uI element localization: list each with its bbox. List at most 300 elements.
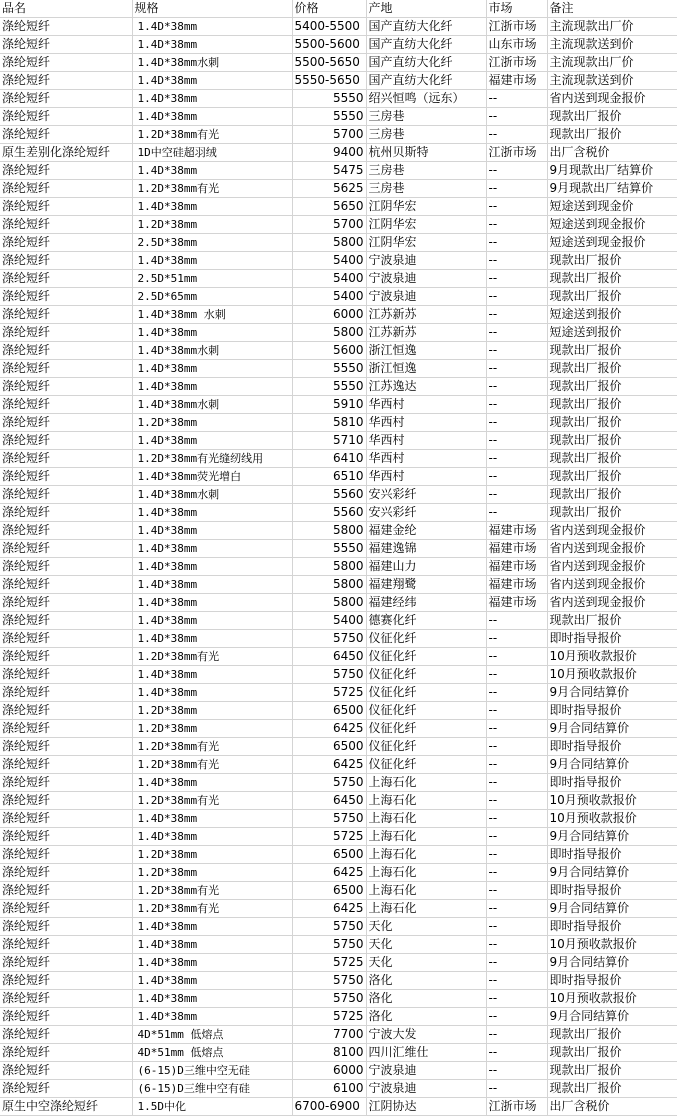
cell-market: -- [486,936,547,954]
cell-spec: 1.2D*38mm [132,702,292,720]
cell-spec: 1.4D*38mm [132,18,292,36]
cell-market: 江浙市场 [486,54,547,72]
table-row [0,90,677,108]
cell-market: -- [486,1008,547,1026]
cell-market: -- [486,396,547,414]
table-row [0,378,677,396]
cell-spec: 1.4D*38mm [132,360,292,378]
cell-spec: 1.4D*38mm [132,972,292,990]
cell-origin: 浙江恒逸 [366,342,486,360]
cell-market: -- [486,1044,547,1062]
cell-origin: 三房巷 [366,162,486,180]
cell-remark: 9月合同结算价 [547,756,677,774]
cell-product: 涤纶短纤 [0,360,132,378]
cell-spec: 1D中空硅超羽绒 [132,144,292,162]
cell-origin: 国产直纺大化纤 [366,18,486,36]
cell-remark: 9月合同结算价 [547,954,677,972]
cell-market: 福建市场 [486,72,547,90]
cell-origin: 宁波大发 [366,1026,486,1044]
cell-market: -- [486,882,547,900]
cell-origin: 上海石化 [366,846,486,864]
cell-remark: 主流现款出厂价 [547,54,677,72]
table-row [0,432,677,450]
table-row [0,1044,677,1062]
cell-price: 5500-5650 [292,54,366,72]
cell-product: 涤纶短纤 [0,900,132,918]
cell-remark: 9月合同结算价 [547,900,677,918]
cell-origin: 国产直纺大化纤 [366,72,486,90]
table-row [0,702,677,720]
cell-remark: 10月预收款报价 [547,792,677,810]
cell-origin: 江阴华宏 [366,198,486,216]
cell-spec: 1.4D*38mm [132,576,292,594]
cell-origin: 宁波泉迪 [366,252,486,270]
cell-price: 5910 [292,396,366,414]
table-row [0,954,677,972]
cell-product: 涤纶短纤 [0,270,132,288]
cell-spec: 4D*51mm 低熔点 [132,1026,292,1044]
cell-origin: 福建翔鹭 [366,576,486,594]
cell-spec: 1.4D*38mm [132,198,292,216]
cell-product: 涤纶短纤 [0,522,132,540]
table-row [0,774,677,792]
cell-spec: 1.2D*38mm有光 [132,756,292,774]
cell-remark: 省内送到现金报价 [547,540,677,558]
cell-price: 5625 [292,180,366,198]
cell-origin: 华西村 [366,468,486,486]
header-origin: 产地 [366,0,486,18]
table-row [0,522,677,540]
cell-spec: 1.2D*38mm有光 [132,900,292,918]
cell-origin: 安兴彩纤 [366,504,486,522]
cell-price: 5800 [292,558,366,576]
cell-remark: 现款出厂报价 [547,612,677,630]
cell-product: 涤纶短纤 [0,252,132,270]
cell-remark: 即时指导报价 [547,702,677,720]
cell-origin: 上海石化 [366,774,486,792]
cell-market: -- [486,918,547,936]
table-row [0,396,677,414]
cell-remark: 现款出厂报价 [547,414,677,432]
cell-origin: 三房巷 [366,108,486,126]
cell-remark: 10月预收款报价 [547,990,677,1008]
cell-origin: 福建山力 [366,558,486,576]
cell-remark: 即时指导报价 [547,738,677,756]
cell-origin: 仪征化纤 [366,756,486,774]
table-row [0,864,677,882]
cell-spec: 4D*51mm 低熔点 [132,1044,292,1062]
cell-product: 涤纶短纤 [0,756,132,774]
table-row [0,234,677,252]
cell-market: -- [486,126,547,144]
cell-market: -- [486,1080,547,1098]
cell-remark: 现款出厂报价 [547,450,677,468]
table-row [0,846,677,864]
cell-market: 福建市场 [486,576,547,594]
cell-product: 原生差别化涤纶短纤 [0,144,132,162]
cell-market: -- [486,450,547,468]
cell-origin: 上海石化 [366,864,486,882]
cell-market: -- [486,378,547,396]
cell-product: 涤纶短纤 [0,576,132,594]
cell-price: 5750 [292,972,366,990]
cell-product: 涤纶短纤 [0,324,132,342]
table-row [0,450,677,468]
cell-spec: 1.2D*38mm [132,414,292,432]
cell-price: 5800 [292,234,366,252]
table-row [0,360,677,378]
table-row [0,180,677,198]
cell-market: 山东市场 [486,36,547,54]
cell-spec: (6-15)D三维中空有硅 [132,1080,292,1098]
cell-remark: 短途送到报价 [547,324,677,342]
cell-origin: 上海石化 [366,900,486,918]
cell-product: 涤纶短纤 [0,774,132,792]
cell-remark: 省内送到现金报价 [547,594,677,612]
cell-price: 5560 [292,504,366,522]
cell-product: 涤纶短纤 [0,666,132,684]
cell-product: 涤纶短纤 [0,180,132,198]
cell-price: 6425 [292,864,366,882]
cell-remark: 现款出厂报价 [547,486,677,504]
cell-origin: 华西村 [366,414,486,432]
cell-product: 涤纶短纤 [0,612,132,630]
cell-product: 涤纶短纤 [0,828,132,846]
cell-spec: 1.4D*38mm [132,522,292,540]
cell-remark: 省内送到现金报价 [547,558,677,576]
cell-spec: 1.4D*38mm水刺 [132,342,292,360]
cell-market: -- [486,234,547,252]
cell-remark: 现款出厂报价 [547,126,677,144]
cell-price: 5750 [292,774,366,792]
cell-origin: 德赛化纤 [366,612,486,630]
cell-origin: 江阴华宏 [366,234,486,252]
cell-price: 5550 [292,378,366,396]
cell-price: 5560 [292,486,366,504]
cell-spec: 1.4D*38mm [132,558,292,576]
table-row [0,144,677,162]
cell-market: -- [486,702,547,720]
cell-product: 涤纶短纤 [0,1044,132,1062]
cell-product: 涤纶短纤 [0,648,132,666]
cell-spec: 1.4D*38mm水刺 [132,54,292,72]
cell-market: -- [486,180,547,198]
cell-origin: 江苏逸达 [366,378,486,396]
cell-origin: 宁波泉迪 [366,1080,486,1098]
cell-spec: 1.4D*38mm水刺 [132,486,292,504]
cell-product: 涤纶短纤 [0,882,132,900]
cell-origin: 福建经纬 [366,594,486,612]
cell-origin: 洛化 [366,972,486,990]
cell-spec: 1.4D*38mm 水刺 [132,306,292,324]
cell-spec: 1.4D*38mm [132,666,292,684]
cell-remark: 出厂含税价 [547,144,677,162]
cell-product: 涤纶短纤 [0,720,132,738]
cell-origin: 安兴彩纤 [366,486,486,504]
cell-remark: 现款出厂报价 [547,1062,677,1080]
cell-remark: 现款出厂报价 [547,396,677,414]
cell-origin: 三房巷 [366,180,486,198]
cell-product: 涤纶短纤 [0,684,132,702]
cell-product: 涤纶短纤 [0,450,132,468]
cell-product: 涤纶短纤 [0,864,132,882]
table-row [0,486,677,504]
cell-market: -- [486,828,547,846]
cell-market: -- [486,414,547,432]
cell-product: 涤纶短纤 [0,1062,132,1080]
table-row [0,306,677,324]
cell-price: 5700 [292,216,366,234]
cell-market: -- [486,612,547,630]
cell-product: 涤纶短纤 [0,216,132,234]
cell-remark: 短途送到现金报价 [547,234,677,252]
cell-price: 5800 [292,324,366,342]
cell-price: 5750 [292,918,366,936]
cell-spec: 1.4D*38mm荧光增白 [132,468,292,486]
table-row [0,108,677,126]
table-row [0,558,677,576]
cell-origin: 华西村 [366,396,486,414]
cell-product: 涤纶短纤 [0,468,132,486]
cell-market: -- [486,810,547,828]
cell-remark: 即时指导报价 [547,918,677,936]
cell-market: -- [486,792,547,810]
table-row [0,342,677,360]
cell-spec: 1.4D*38mm [132,162,292,180]
cell-market: -- [486,324,547,342]
cell-origin: 仪征化纤 [366,738,486,756]
cell-market: -- [486,108,547,126]
cell-product: 涤纶短纤 [0,72,132,90]
cell-market: 江浙市场 [486,1098,547,1116]
cell-remark: 现款出厂报价 [547,432,677,450]
cell-origin: 洛化 [366,990,486,1008]
cell-market: -- [486,288,547,306]
table-row [0,72,677,90]
cell-spec: 1.2D*38mm [132,720,292,738]
cell-price: 5400 [292,288,366,306]
table-row [0,990,677,1008]
cell-remark: 现款出厂报价 [547,1044,677,1062]
cell-product: 涤纶短纤 [0,486,132,504]
cell-spec: 1.4D*38mm [132,918,292,936]
table-row [0,216,677,234]
cell-price: 6500 [292,882,366,900]
table-row [0,720,677,738]
cell-market: 江浙市场 [486,18,547,36]
cell-product: 涤纶短纤 [0,738,132,756]
table-row [0,828,677,846]
cell-origin: 仪征化纤 [366,648,486,666]
cell-price: 5750 [292,936,366,954]
cell-product: 涤纶短纤 [0,954,132,972]
cell-price: 6425 [292,720,366,738]
cell-price: 6700-6900 [292,1098,366,1116]
cell-spec: 1.2D*38mm [132,216,292,234]
cell-origin: 江阴协达 [366,1098,486,1116]
cell-product: 涤纶短纤 [0,918,132,936]
table-row [0,414,677,432]
cell-origin: 浙江恒逸 [366,360,486,378]
cell-origin: 仪征化纤 [366,630,486,648]
cell-market: -- [486,162,547,180]
cell-market: -- [486,486,547,504]
cell-origin: 江苏新苏 [366,324,486,342]
cell-price: 5725 [292,954,366,972]
cell-price: 5750 [292,666,366,684]
cell-spec: 1.4D*38mm [132,504,292,522]
table-row [0,18,677,36]
cell-product: 涤纶短纤 [0,1008,132,1026]
cell-origin: 上海石化 [366,792,486,810]
cell-origin: 江苏新苏 [366,306,486,324]
cell-remark: 即时指导报价 [547,882,677,900]
table-row [0,36,677,54]
cell-spec: (6-15)D三维中空无硅 [132,1062,292,1080]
cell-price: 5550 [292,108,366,126]
cell-spec: 1.4D*38mm水刺 [132,396,292,414]
cell-price: 6500 [292,846,366,864]
cell-origin: 仪征化纤 [366,702,486,720]
cell-price: 5600 [292,342,366,360]
cell-price: 5725 [292,828,366,846]
cell-remark: 9月现款出厂结算价 [547,180,677,198]
cell-remark: 即时指导报价 [547,774,677,792]
cell-product: 涤纶短纤 [0,504,132,522]
table-row [0,792,677,810]
cell-market: -- [486,774,547,792]
cell-price: 5725 [292,684,366,702]
cell-product: 涤纶短纤 [0,972,132,990]
table-row [0,936,677,954]
cell-price: 5550 [292,90,366,108]
cell-price: 6500 [292,702,366,720]
cell-origin: 天化 [366,936,486,954]
cell-product: 涤纶短纤 [0,18,132,36]
cell-product: 涤纶短纤 [0,558,132,576]
table-row [0,1062,677,1080]
cell-product: 涤纶短纤 [0,126,132,144]
cell-price: 5550 [292,540,366,558]
cell-spec: 1.4D*38mm [132,828,292,846]
cell-remark: 省内送到现金报价 [547,90,677,108]
cell-market: -- [486,342,547,360]
cell-market: 福建市场 [486,558,547,576]
table-row [0,972,677,990]
cell-price: 6500 [292,738,366,756]
cell-spec: 1.4D*38mm [132,612,292,630]
cell-price: 5475 [292,162,366,180]
cell-origin: 上海石化 [366,828,486,846]
cell-spec: 1.4D*38mm [132,684,292,702]
cell-spec: 1.4D*38mm [132,540,292,558]
cell-price: 6410 [292,450,366,468]
cell-price: 5400 [292,252,366,270]
cell-market: 福建市场 [486,540,547,558]
cell-product: 涤纶短纤 [0,1026,132,1044]
cell-spec: 1.4D*38mm [132,252,292,270]
cell-spec: 1.4D*38mm [132,36,292,54]
cell-spec: 1.4D*38mm [132,72,292,90]
header-spec: 规格 [132,0,292,18]
cell-market: -- [486,972,547,990]
cell-origin: 绍兴恒鸣（远东） [366,90,486,108]
cell-remark: 9月合同结算价 [547,720,677,738]
cell-origin: 宁波泉迪 [366,270,486,288]
cell-market: -- [486,360,547,378]
cell-price: 6100 [292,1080,366,1098]
cell-spec: 1.4D*38mm [132,594,292,612]
cell-price: 5800 [292,576,366,594]
cell-price: 5725 [292,1008,366,1026]
cell-market: -- [486,270,547,288]
table-row [0,252,677,270]
cell-remark: 现款出厂报价 [547,504,677,522]
cell-product: 涤纶短纤 [0,198,132,216]
cell-market: -- [486,90,547,108]
cell-price: 5550-5650 [292,72,366,90]
cell-price: 5800 [292,522,366,540]
cell-origin: 四川汇维仕 [366,1044,486,1062]
cell-market: -- [486,756,547,774]
cell-remark: 现款出厂报价 [547,108,677,126]
cell-origin: 天化 [366,918,486,936]
cell-remark: 现款出厂报价 [547,252,677,270]
table-row [0,1098,677,1116]
cell-market: -- [486,252,547,270]
cell-product: 涤纶短纤 [0,162,132,180]
cell-spec: 1.2D*38mm [132,864,292,882]
cell-spec: 1.4D*38mm [132,954,292,972]
cell-market: -- [486,216,547,234]
cell-spec: 1.2D*38mm有光 [132,882,292,900]
cell-market: -- [486,738,547,756]
cell-origin: 福建逸锦 [366,540,486,558]
cell-origin: 仪征化纤 [366,666,486,684]
cell-market: -- [486,648,547,666]
cell-spec: 1.4D*38mm [132,432,292,450]
cell-price: 8100 [292,1044,366,1062]
cell-product: 涤纶短纤 [0,414,132,432]
cell-market: 福建市场 [486,522,547,540]
cell-origin: 国产直纺大化纤 [366,36,486,54]
cell-market: 福建市场 [486,594,547,612]
cell-product: 涤纶短纤 [0,396,132,414]
table-row [0,684,677,702]
header-product: 品名 [0,0,132,18]
cell-spec: 1.4D*38mm [132,810,292,828]
cell-spec: 1.2D*38mm有光 [132,126,292,144]
cell-price: 5750 [292,630,366,648]
table-row [0,738,677,756]
cell-remark: 现款出厂报价 [547,288,677,306]
table-row [0,198,677,216]
cell-product: 涤纶短纤 [0,810,132,828]
cell-product: 涤纶短纤 [0,288,132,306]
table-row [0,900,677,918]
cell-remark: 现款出厂报价 [547,468,677,486]
cell-product: 涤纶短纤 [0,702,132,720]
cell-product: 涤纶短纤 [0,90,132,108]
table-row [0,324,677,342]
cell-remark: 10月预收款报价 [547,936,677,954]
cell-market: -- [486,900,547,918]
cell-origin: 华西村 [366,450,486,468]
cell-spec: 1.2D*38mm有光 [132,738,292,756]
cell-remark: 即时指导报价 [547,972,677,990]
cell-product: 涤纶短纤 [0,342,132,360]
cell-remark: 10月预收款报价 [547,666,677,684]
